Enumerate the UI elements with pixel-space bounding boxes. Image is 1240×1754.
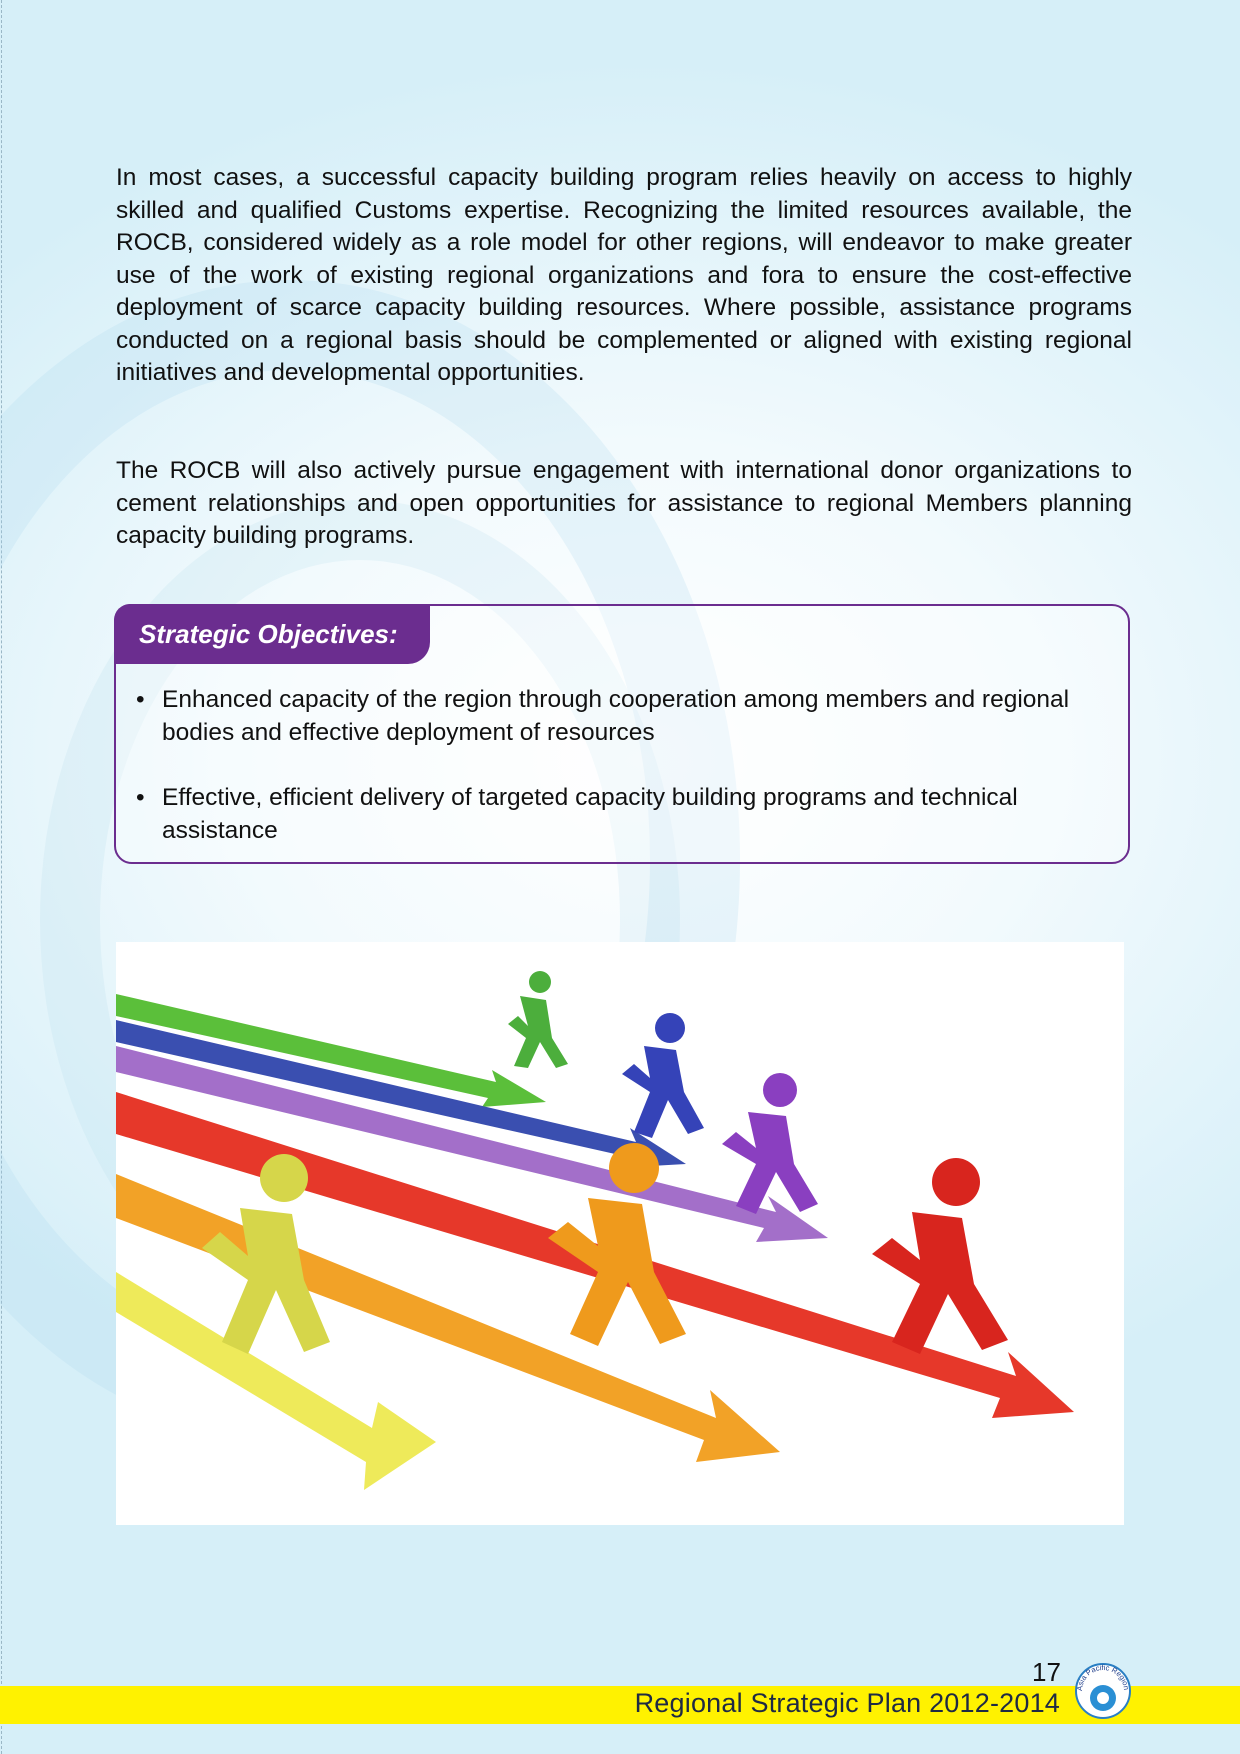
logo-emblem — [1072, 1658, 1134, 1720]
strategic-objectives-list — [136, 684, 1116, 880]
bullet-icon: • — [136, 686, 145, 713]
red-runner — [872, 1158, 1008, 1354]
body-paragraph-2: The ROCB will also actively pursue engagement with international donor organizations to cement relationships and open opportunities for assistance to regional Members planning capacity building programs. — [116, 457, 1132, 549]
objective-item — [136, 684, 1116, 749]
objective-text: Effective, efficient delivery of targeted capacity building programs and technical assistance — [162, 784, 1018, 844]
runners-on-arrows-image — [116, 942, 1124, 1525]
purple-runner — [722, 1073, 818, 1214]
runners-illustration — [116, 942, 1124, 1525]
page-number: 17 — [1032, 1657, 1061, 1687]
objective-item — [136, 782, 1116, 847]
objective-text: Enhanced capacity of the region through cooperation among members and regional bodies and effective deployment of resources — [162, 686, 1070, 746]
strategic-objectives-title: Strategic Objectives: — [114, 604, 430, 664]
footer-title: Regional Strategic Plan 2012-2014 — [634, 1688, 1060, 1718]
blue-runner — [622, 1013, 704, 1138]
logo-lettering: Asia Pacific Region — [1074, 1662, 1132, 1692]
green-runner — [508, 971, 568, 1068]
asia-pacific-region-logo — [1072, 1658, 1134, 1720]
body-paragraph-1: In most cases, a successful capacity building program relies heavily on access to highly skilled and qualified Customs expertise. Recognizing the limited resources available, the ROCB, considered widely as a role model for other regions, will endeavor to make greater use of the work of existing regional organizations and fora to ensure the cost-effective deployment of scarce capacity building resources. Where possible, assistance programs conducted on a regional basis should be complemented or aligned with existing regional initiatives and developmental opportunities. — [116, 164, 1132, 386]
bullet-icon: • — [136, 784, 145, 811]
strategic-objectives-box — [114, 604, 1130, 864]
